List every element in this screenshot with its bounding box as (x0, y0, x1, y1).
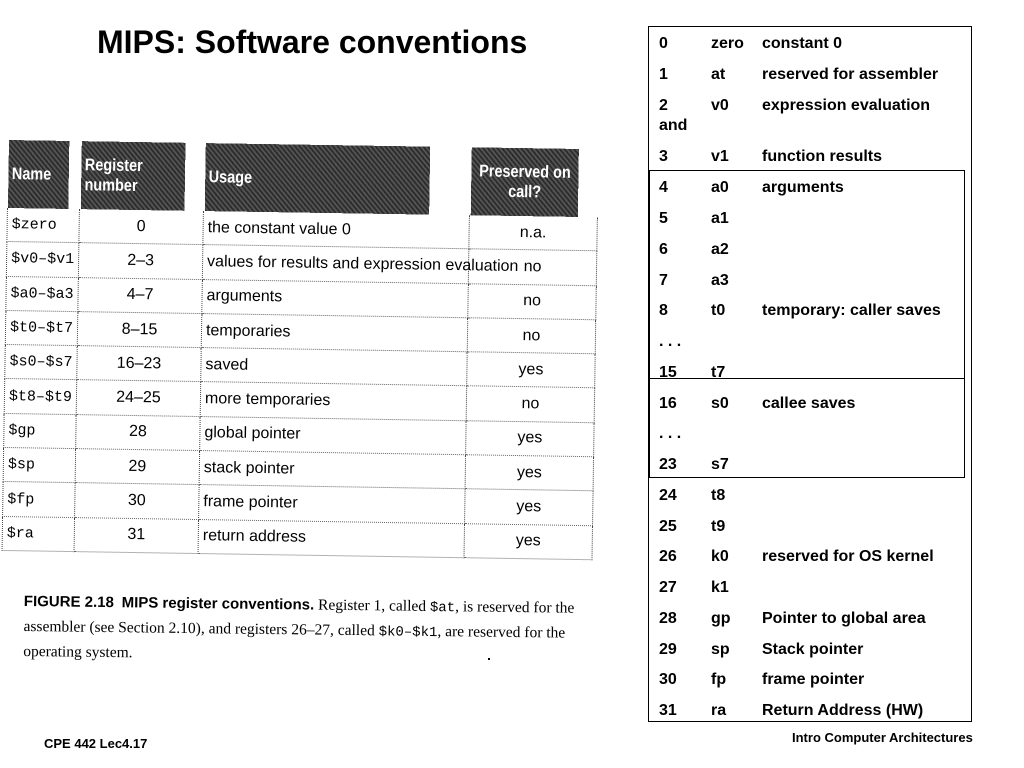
cell-usage: arguments (202, 279, 469, 317)
register-name: zero (711, 35, 744, 52)
register-number: 28 (659, 610, 677, 627)
register-usage: reserved for OS kernel (762, 548, 934, 565)
cell-name: $t8–$t9 (4, 379, 77, 414)
cell-preserved: yes (466, 421, 595, 457)
register-conventions-figure (1, 140, 600, 589)
cell-preserved: yes (464, 523, 593, 559)
cell-register-number: 24–25 (76, 380, 201, 416)
register-row (659, 394, 967, 424)
register-row (659, 147, 967, 177)
register-number: 25 (659, 518, 677, 535)
cell-name: $v0–$v1 (6, 242, 79, 277)
cell-register-number: 4–7 (78, 277, 203, 313)
cell-register-number: 28 (76, 414, 201, 450)
register-row (659, 609, 967, 639)
cell-usage: more temporaries (200, 382, 467, 420)
register-row (659, 271, 967, 301)
register-number: 16 (659, 395, 677, 412)
register-number: 2 (659, 97, 668, 114)
caption-label: FIGURE 2.18 (23, 592, 114, 612)
register-name: t8 (711, 487, 726, 504)
footer-course: CPE 442 Lec4.17 (44, 736, 148, 751)
cell-name: $sp (3, 448, 76, 483)
register-number: 6 (659, 241, 668, 258)
register-row (659, 455, 967, 485)
register-number: 31 (659, 702, 677, 719)
cell-preserved: no (467, 318, 596, 354)
register-row (659, 301, 967, 331)
register-number: 27 (659, 579, 677, 596)
cell-name: $fp (3, 482, 76, 517)
footer-course-title: Intro Computer Architectures (792, 730, 973, 745)
register-usage: Stack pointer (762, 641, 864, 658)
register-usage: frame pointer (762, 671, 865, 688)
register-row (659, 578, 967, 608)
register-name: sp (711, 641, 730, 658)
register-usage: expression evaluation (762, 97, 931, 114)
register-name: fp (711, 671, 727, 688)
caption-at: $at (429, 599, 456, 617)
cell-usage: temporaries (201, 313, 468, 351)
cell-register-number: 29 (75, 449, 200, 485)
register-number: 30 (659, 671, 677, 688)
register-number: 29 (659, 641, 677, 658)
register-row (659, 701, 967, 731)
register-name: v1 (711, 148, 729, 165)
register-name: a1 (711, 210, 729, 227)
register-name: ra (711, 702, 727, 719)
cell-usage: frame pointer (199, 485, 466, 523)
cell-preserved: no (468, 283, 597, 319)
register-usage: temporary: caller saves (762, 302, 941, 319)
register-name: a0 (711, 179, 729, 196)
cell-usage: global pointer (200, 416, 467, 454)
caption-text-2: , is reserved for the assembler (see Section 2.10), and registers 26–27, called (23, 598, 575, 640)
register-name: gp (711, 610, 731, 627)
cell-usage: saved (201, 348, 468, 386)
cell-register-number: 8–15 (77, 312, 202, 348)
register-list (648, 26, 972, 722)
caption-text-3: , are reserved for the operating system. (23, 623, 566, 662)
register-name: v0 (711, 97, 729, 114)
register-row (659, 363, 967, 393)
register-number: 26 (659, 548, 677, 565)
register-row (659, 486, 967, 516)
cell-name: $s0–$s7 (5, 345, 78, 380)
register-row (659, 332, 967, 362)
cell-usage: return address (198, 519, 465, 557)
register-usage: arguments (762, 179, 844, 196)
register-row (659, 178, 967, 208)
cell-usage: values for results and expression evaluation (202, 245, 469, 283)
caption-title: MIPS register conventions. (121, 594, 315, 614)
register-name: k1 (711, 579, 729, 596)
cell-register-number: 0 (79, 209, 204, 245)
cell-name: $gp (4, 413, 77, 448)
register-usage: reserved for assembler (762, 66, 939, 83)
register-number: 24 (659, 487, 677, 504)
cell-register-number: 2–3 (78, 243, 203, 279)
register-row (659, 65, 967, 95)
register-name: t7 (711, 364, 726, 381)
cell-preserved: yes (467, 352, 596, 388)
register-number: . . . (659, 425, 682, 442)
header-name: Name (7, 140, 69, 209)
register-row (659, 547, 967, 577)
register-row (659, 640, 967, 670)
scan-speck (488, 658, 490, 660)
register-name: s0 (711, 395, 729, 412)
register-number: 15 (659, 364, 677, 381)
header-preserved: Preserved on call? (469, 147, 579, 217)
cell-name: $a0–$a3 (6, 276, 79, 311)
cell-usage: stack pointer (199, 451, 466, 489)
cell-name: $ra (2, 516, 75, 551)
register-number: 1 (659, 66, 668, 83)
figure-caption (23, 590, 624, 671)
register-number: 8 (659, 302, 668, 319)
cell-preserved: yes (465, 455, 594, 491)
register-number: 3 (659, 148, 668, 165)
register-name: t9 (711, 518, 726, 535)
caption-k: $k0–$k1 (378, 624, 438, 642)
header-usage: Usage (203, 143, 430, 215)
cell-register-number: 16–23 (77, 346, 202, 382)
figure-table (2, 140, 600, 560)
register-row (659, 240, 967, 270)
figure-header-row (7, 140, 598, 217)
cell-register-number: 31 (74, 517, 199, 553)
register-usage: constant 0 (762, 35, 843, 52)
register-name: at (711, 66, 726, 83)
caption-text-1: Register 1, called (314, 596, 431, 615)
register-row (659, 424, 967, 454)
register-number: . . . (659, 333, 682, 350)
slide-title: MIPS: Software conventions (97, 24, 528, 60)
register-number: 23 (659, 456, 677, 473)
register-number: 4 (659, 179, 668, 196)
register-name: s7 (711, 456, 729, 473)
cell-register-number: 30 (75, 483, 200, 519)
cell-name: $t0–$t7 (5, 310, 78, 345)
register-name: k0 (711, 548, 729, 565)
register-row (659, 517, 967, 547)
cell-usage: the constant value 0 (203, 211, 469, 249)
register-usage: callee saves (762, 395, 856, 412)
cell-preserved: n.a. (469, 215, 598, 251)
register-number: and (659, 117, 688, 134)
register-row (659, 670, 967, 700)
cell-preserved: no (468, 249, 597, 285)
register-usage: Pointer to global area (762, 610, 926, 627)
register-name: a2 (711, 241, 729, 258)
register-row (659, 116, 967, 146)
header-register-number: Register number (79, 141, 185, 211)
register-usage: Return Address (HW) (762, 702, 924, 719)
register-row (659, 209, 967, 239)
cell-preserved: no (466, 386, 595, 422)
cell-preserved: yes (465, 489, 594, 525)
register-number: 0 (659, 35, 668, 52)
register-row (659, 34, 967, 64)
register-name: t0 (711, 302, 726, 319)
register-number: 5 (659, 210, 668, 227)
register-number: 7 (659, 272, 668, 289)
cell-name: $zero (7, 208, 80, 243)
register-usage: function results (762, 148, 883, 165)
register-name: a3 (711, 272, 729, 289)
